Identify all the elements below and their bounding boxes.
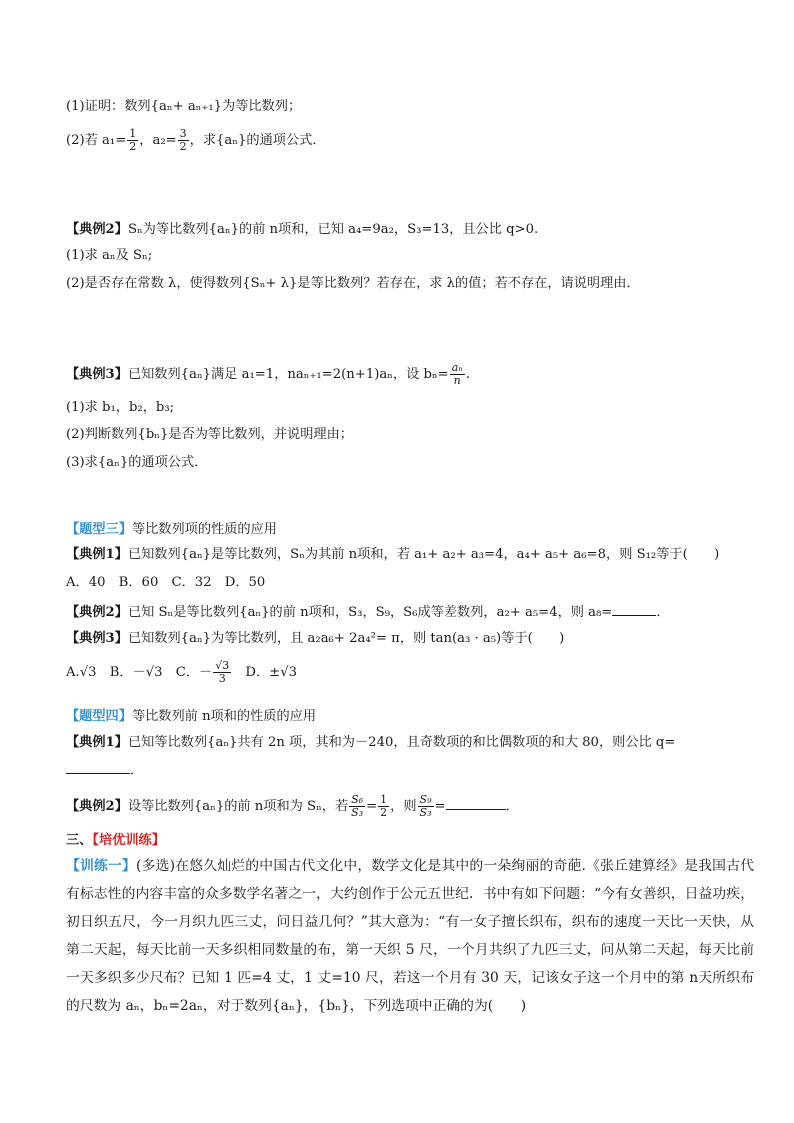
type-4-example-1-answer: ． <box>66 759 754 781</box>
example-3-stem: 【典例3】已知数列{aₙ}满足 a₁=1，naₙ₊₁=2(n+1)aₙ，设 bₙ= $\frac{\text{aₙ}}{n}$ . <box>66 361 470 387</box>
type-3-example-3-options: A.√3 B．－√3 C．－ $\frac{√3}{3}$ D．±√3 <box>66 659 298 685</box>
example-2-stem: 【典例2】Sₙ为等比数列{aₙ}的前 n项和，已知 a₄=9a₂，S₃=13，且公比 q>0. <box>66 222 539 237</box>
training-1-paragraph: 【训练一】(多选)在悠久灿烂的中国古代文化中，数学文化是其中的一朵绚丽的奇葩.《张丘建算经》是我国古代有标志性的内容丰富的众多数学名著之一，大约创作于公元五世纪．书中有如下问题：“今有女善织，日益功疾，初日织五尺，今一月织九匹三丈，问日益几何？”其大意为：“有一女子擅长织布，织布的速度一天比一天快，从第二天起，每天比前一天多织相同数量的布，第一天织 5 尺，一个月共织了九匹三丈，问从第二天起，每天比前一天多织多少尺布？已知 1 匹=4 丈，1 丈=10 尺，若这一个月有 30 天，记该女子这一个月中的第 n天所织布的尺数为 aₙ，bₙ=2aₙ，对于数列{aₙ}，{bₙ}，下列选项中正确的为( ) <box>66 858 754 1014</box>
answer-blank[interactable] <box>446 795 506 810</box>
type-4-example-2: 【典例2】设等比数列{aₙ}的前 n项和为 Sₙ，若 $\frac{\text{S₆}}{\text{S₃}}$ = $\frac{1}{2}$ ，则 $\frac{\text{S₉}}{\text{S₃}}$ = ． <box>66 793 519 819</box>
fraction: $\frac{\text{S₉}}{\text{S₃}}$ <box>419 793 432 819</box>
example-3-part-1: (1)求 b₁，b₂，b₃; <box>66 400 175 415</box>
example-2-part-1: (1)求 aₙ及 Sₙ; <box>66 248 153 263</box>
type-3-example-1-options: A．40 B．60 C．32 D．50 <box>66 575 266 590</box>
example-3-part-3: (3)求{aₙ}的通项公式． <box>66 455 208 470</box>
problem-part-1: (1)证明：数列{aₙ+ aₙ₊₁}为等比数列； <box>66 99 302 114</box>
example-3-part-2: (2)判断数列{bₙ}是否为等比数列，并说明理由； <box>66 427 353 442</box>
fraction: $\frac{√3}{3}$ <box>215 659 230 685</box>
fraction: $\frac{\text{aₙ}}{n}$ <box>451 361 463 387</box>
example-2-part-2: (2)是否存在常数 λ，使得数列{Sₙ+ λ}是等比数列？若存在，求 λ的值；若不存在，请说明理由． <box>66 276 640 291</box>
type-4-example-1: 【典例1】已知等比数列{aₙ}共有 2n 项，其和为－240，且奇数项的和比偶数项的和大 80，则公比 q= <box>66 735 676 750</box>
type-3-example-3: 【典例3】已知数列{aₙ}为等比数列，且 a₂a₆+ 2a₄²= π，则 tan(a₃ · a₅)等于( ) <box>66 631 565 646</box>
type-4-heading: 【题型四】等比数列前 n项和的性质的应用 <box>66 709 317 724</box>
type-3-example-2: 【典例2】已知 Sₙ是等比数列{aₙ}的前 n项和，S₃，S₉，S₆成等差数列，a₂+ a₅=4，则 a₈= ． <box>66 601 754 623</box>
fraction: $\frac{1}{2}$ <box>129 127 137 153</box>
fraction: $\frac{1}{2}$ <box>380 793 388 819</box>
type-3-heading: 【题型三】等比数列项的性质的应用 <box>66 522 277 537</box>
problem-part-2: (2)若 a₁= $\frac{1}{2}$ ，a₂= $\frac{3}{2}$ ，求{aₙ}的通项公式． <box>66 127 326 153</box>
answer-blank[interactable] <box>612 601 656 616</box>
fraction: $\frac{\text{S₆}}{\text{S₃}}$ <box>351 793 364 819</box>
answer-blank[interactable] <box>66 759 130 774</box>
section-3-heading: 三、【培优训练】 <box>66 833 165 848</box>
fraction: $\frac{3}{2}$ <box>179 127 187 153</box>
type-3-example-1: 【典例1】已知数列{aₙ}是等比数列，Sₙ为其前 n项和，若 a₁+ a₂+ a₃=4，a₄+ a₅+ a₆=8，则 S₁₂等于( ) <box>66 547 720 562</box>
